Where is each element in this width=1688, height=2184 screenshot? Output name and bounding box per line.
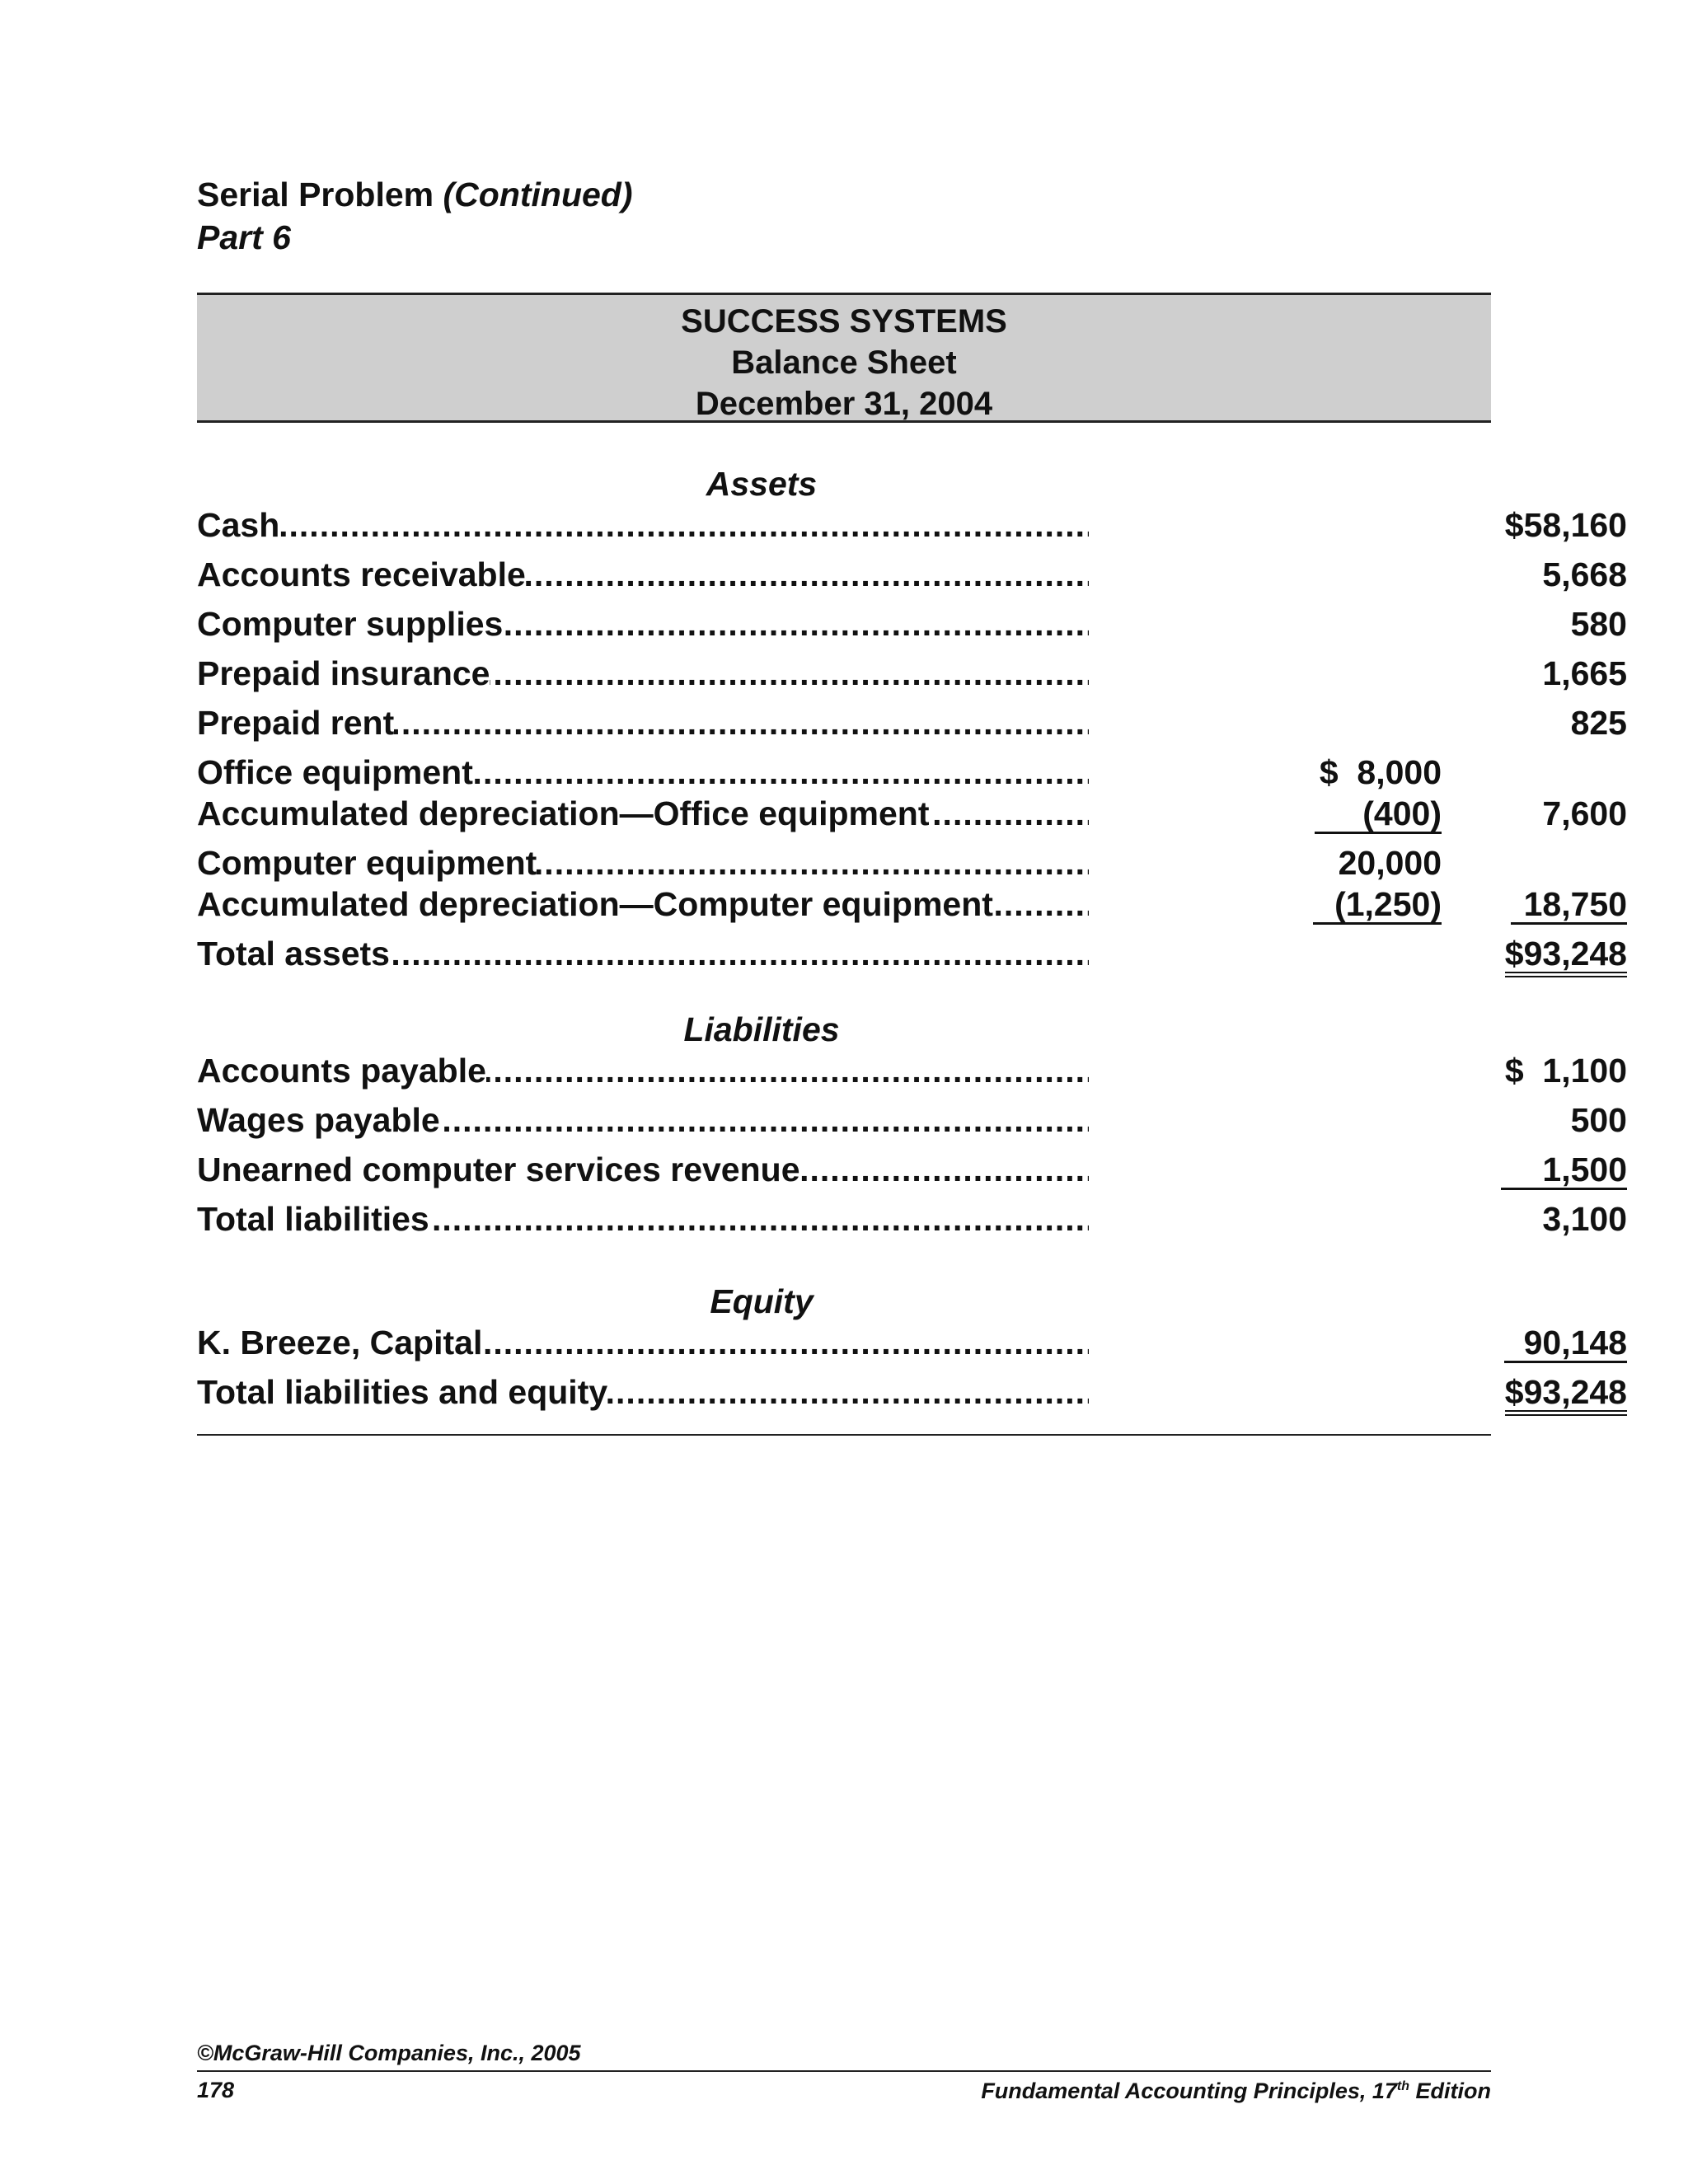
row-amount: $ 1,100 — [1504, 1052, 1627, 1090]
row-amount: 18,750 — [1511, 886, 1627, 925]
footer-book-title: Fundamental Accounting Principles, 17th Edition — [981, 2079, 1491, 2103]
heading-part: Part 6 — [197, 218, 291, 256]
liability-row-unearned-revenue — [197, 1149, 1627, 1190]
row-label: Accumulated depreciation—Computer equipment — [197, 885, 993, 923]
row-label: Total liabilities and equity — [197, 1373, 608, 1411]
asset-row-accum-dep-office — [197, 793, 1627, 834]
row-label: Wages payable — [197, 1101, 440, 1139]
row-amount: 825 — [1570, 704, 1627, 742]
row-label: Total assets — [197, 935, 390, 972]
company-name: SUCCESS SYSTEMS — [681, 303, 1007, 340]
statement-name: Balance Sheet — [731, 344, 957, 381]
asset-row-computer-supplies — [197, 603, 1627, 644]
liability-row-total-liabilities — [197, 1198, 1627, 1240]
statement-date: December 31, 2004 — [695, 386, 993, 422]
row-amount: 1,500 — [1501, 1151, 1627, 1190]
footer-copyright: ©McGraw-Hill Companies, Inc., 2005 — [197, 2041, 581, 2065]
footer-page-number: 178 — [197, 2078, 235, 2102]
row-amount: 580 — [1570, 605, 1627, 643]
liability-row-accounts-payable — [197, 1050, 1627, 1091]
asset-row-total-assets — [197, 933, 1627, 974]
asset-row-prepaid-insurance — [197, 653, 1627, 694]
equity-row-total-liabilities-equity — [197, 1371, 1627, 1413]
row-subamount: (1,250) — [1313, 886, 1442, 925]
asset-row-cash — [197, 504, 1627, 546]
asset-row-prepaid-rent — [197, 702, 1627, 743]
row-label: Prepaid rent — [197, 704, 395, 742]
row-amount: 3,100 — [1542, 1200, 1627, 1238]
asset-row-accum-dep-computer — [197, 883, 1627, 925]
heading-continued: (Continued) — [443, 176, 633, 213]
row-label: K. Breeze, Capital — [197, 1324, 483, 1361]
row-subamount: 20,000 — [1338, 844, 1442, 882]
asset-row-office-equipment — [197, 752, 1491, 793]
heading-title: Serial Problem — [197, 176, 443, 213]
row-amount: $93,248 — [1505, 935, 1627, 977]
asset-row-computer-equipment — [197, 842, 1491, 883]
row-label: Office equipment — [197, 753, 473, 791]
row-amount: $58,160 — [1504, 506, 1627, 544]
row-amount: 1,665 — [1542, 654, 1627, 692]
row-label: Accounts receivable — [197, 555, 526, 593]
equity-row-capital — [197, 1322, 1627, 1363]
section-equity: Equity — [710, 1282, 814, 1320]
row-subamount: $ 8,000 — [1319, 753, 1442, 791]
row-label: Cash — [197, 506, 280, 544]
row-amount: 500 — [1570, 1101, 1627, 1139]
page-heading — [197, 173, 633, 259]
row-amount: 90,148 — [1504, 1324, 1627, 1363]
row-label: Unearned computer services revenue — [197, 1151, 800, 1188]
statement-banner — [197, 293, 1491, 423]
row-label: Computer supplies — [197, 605, 504, 643]
liability-row-wages-payable — [197, 1099, 1627, 1141]
row-label: Prepaid insurance — [197, 654, 490, 692]
row-label: Accumulated depreciation—Office equipment — [197, 794, 930, 832]
section-assets: Assets — [706, 465, 818, 503]
row-amount: 7,600 — [1542, 794, 1627, 832]
row-label: Accounts payable — [197, 1052, 486, 1090]
section-liabilities: Liabilities — [683, 1010, 840, 1048]
row-amount: 5,668 — [1542, 555, 1627, 593]
row-label: Computer equipment — [197, 844, 537, 882]
statement-bottom-rule — [197, 1434, 1491, 1436]
row-amount: $93,248 — [1505, 1374, 1627, 1416]
row-subamount: (400) — [1315, 795, 1442, 834]
asset-row-accounts-receivable — [197, 554, 1627, 595]
row-label: Total liabilities — [197, 1200, 429, 1238]
